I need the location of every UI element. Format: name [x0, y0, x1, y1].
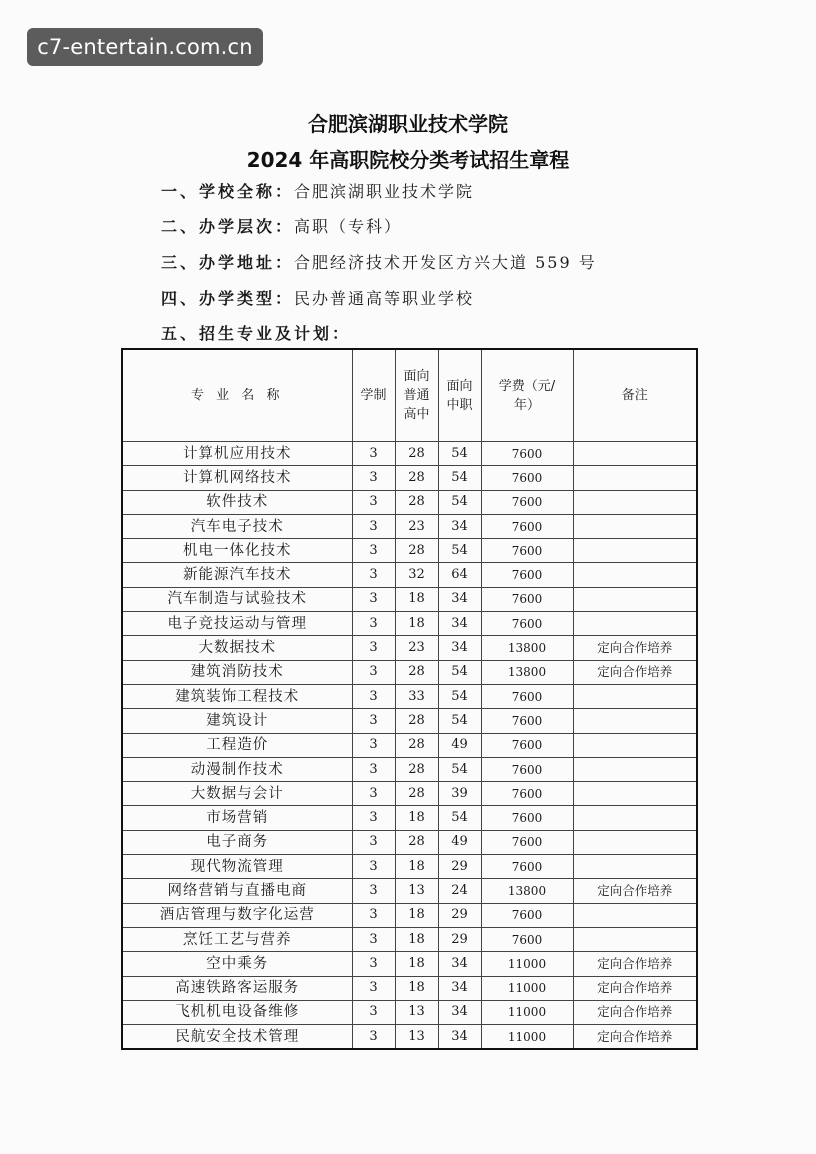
- info-label: 二、办学层次：: [161, 217, 295, 236]
- cell-major-name: 建筑消防技术: [122, 660, 352, 684]
- cell-tuition: 7600: [481, 563, 573, 587]
- table-row: [122, 563, 697, 587]
- cell-major-name: 大数据与会计: [122, 782, 352, 806]
- cell-tuition: 7600: [481, 587, 573, 611]
- cell-high-school: 33: [395, 684, 438, 708]
- cell-tuition: 7600: [481, 855, 573, 879]
- cell-major-name: 电子竞技运动与管理: [122, 612, 352, 636]
- cell-high-school: 32: [395, 563, 438, 587]
- cell-tuition: 7600: [481, 539, 573, 563]
- cell-note: 定向合作培养: [573, 1025, 697, 1050]
- cell-years: 3: [352, 684, 395, 708]
- cell-years: 3: [352, 709, 395, 733]
- table-row: [122, 952, 697, 976]
- cell-years: 3: [352, 855, 395, 879]
- cell-note: 定向合作培养: [573, 1000, 697, 1024]
- cell-vocational: 29: [438, 903, 481, 927]
- cell-major-name: 新能源汽车技术: [122, 563, 352, 587]
- cell-tuition: 11000: [481, 952, 573, 976]
- cell-vocational: 49: [438, 830, 481, 854]
- cell-vocational: 29: [438, 927, 481, 951]
- cell-vocational: 64: [438, 563, 481, 587]
- cell-years: 3: [352, 830, 395, 854]
- cell-vocational: 34: [438, 976, 481, 1000]
- table-row: [122, 1025, 697, 1050]
- cell-major-name: 计算机网络技术: [122, 466, 352, 490]
- cell-note: [573, 855, 697, 879]
- cell-note: 定向合作培养: [573, 976, 697, 1000]
- cell-note: [573, 709, 697, 733]
- cell-tuition: 11000: [481, 1000, 573, 1024]
- cell-years: 3: [352, 466, 395, 490]
- cell-high-school: 13: [395, 1025, 438, 1050]
- cell-high-school: 28: [395, 733, 438, 757]
- cell-tuition: 7600: [481, 903, 573, 927]
- cell-years: 3: [352, 514, 395, 538]
- cell-vocational: 34: [438, 952, 481, 976]
- cell-major-name: 市场营销: [122, 806, 352, 830]
- cell-high-school: 23: [395, 514, 438, 538]
- table-row: [122, 1000, 697, 1024]
- cell-vocational: 39: [438, 782, 481, 806]
- cell-major-name: 酒店管理与数字化运营: [122, 903, 352, 927]
- cell-tuition: 7600: [481, 612, 573, 636]
- table-row: [122, 514, 697, 538]
- cell-tuition: 7600: [481, 927, 573, 951]
- cell-vocational: 34: [438, 514, 481, 538]
- cell-high-school: 28: [395, 782, 438, 806]
- cell-note: [573, 903, 697, 927]
- cell-high-school: 13: [395, 879, 438, 903]
- cell-years: 3: [352, 1000, 395, 1024]
- cell-major-name: 大数据技术: [122, 636, 352, 660]
- cell-years: 3: [352, 442, 395, 466]
- cell-tuition: 7600: [481, 709, 573, 733]
- cell-major-name: 高速铁路客运服务: [122, 976, 352, 1000]
- cell-vocational: 54: [438, 490, 481, 514]
- cell-tuition: 7600: [481, 806, 573, 830]
- cell-tuition: 7600: [481, 757, 573, 781]
- cell-high-school: 18: [395, 952, 438, 976]
- cell-years: 3: [352, 612, 395, 636]
- cell-years: 3: [352, 563, 395, 587]
- info-value: 高职（专科）: [294, 217, 403, 236]
- table-row: [122, 733, 697, 757]
- cell-high-school: 28: [395, 660, 438, 684]
- cell-note: [573, 757, 697, 781]
- cell-tuition: 13800: [481, 636, 573, 660]
- cell-high-school: 18: [395, 976, 438, 1000]
- table-row: [122, 612, 697, 636]
- cell-vocational: 34: [438, 636, 481, 660]
- cell-years: 3: [352, 952, 395, 976]
- cell-note: [573, 612, 697, 636]
- cell-note: [573, 927, 697, 951]
- cell-major-name: 工程造价: [122, 733, 352, 757]
- cell-note: [573, 782, 697, 806]
- enrollment-table: [121, 348, 698, 1050]
- cell-high-school: 28: [395, 442, 438, 466]
- cell-major-name: 汽车制造与试验技术: [122, 587, 352, 611]
- cell-major-name: 网络营销与直播电商: [122, 879, 352, 903]
- table-row: [122, 442, 697, 466]
- table-row: [122, 660, 697, 684]
- cell-high-school: 28: [395, 709, 438, 733]
- table-row: [122, 976, 697, 1000]
- cell-vocational: 54: [438, 684, 481, 708]
- cell-note: 定向合作培养: [573, 660, 697, 684]
- cell-tuition: 7600: [481, 733, 573, 757]
- cell-tuition: 7600: [481, 514, 573, 538]
- cell-years: 3: [352, 636, 395, 660]
- table-row: [122, 709, 697, 733]
- cell-major-name: 现代物流管理: [122, 855, 352, 879]
- table-row: [122, 757, 697, 781]
- cell-high-school: 18: [395, 855, 438, 879]
- cell-high-school: 13: [395, 1000, 438, 1024]
- cell-years: 3: [352, 782, 395, 806]
- cell-major-name: 电子商务: [122, 830, 352, 854]
- cell-high-school: 28: [395, 830, 438, 854]
- cell-note: [573, 466, 697, 490]
- table-header-row: [122, 349, 697, 442]
- cell-vocational: 34: [438, 587, 481, 611]
- cell-vocational: 54: [438, 442, 481, 466]
- cell-major-name: 飞机机电设备维修: [122, 1000, 352, 1024]
- cell-vocational: 54: [438, 806, 481, 830]
- cell-note: [573, 733, 697, 757]
- cell-major-name: 机电一体化技术: [122, 539, 352, 563]
- header-high-school: 面向普通高中: [395, 349, 438, 442]
- table-body: [122, 442, 697, 1050]
- cell-high-school: 28: [395, 539, 438, 563]
- info-school-name: [161, 180, 474, 204]
- info-school-level: [161, 215, 402, 239]
- cell-high-school: 18: [395, 612, 438, 636]
- info-label: 五、招生专业及计划：: [161, 324, 352, 343]
- cell-high-school: 28: [395, 466, 438, 490]
- document-title: 合肥滨湖职业技术学院: [308, 112, 508, 136]
- cell-vocational: 49: [438, 733, 481, 757]
- cell-major-name: 民航安全技术管理: [122, 1025, 352, 1050]
- cell-years: 3: [352, 539, 395, 563]
- cell-major-name: 建筑设计: [122, 709, 352, 733]
- cell-tuition: 11000: [481, 1025, 573, 1050]
- header-vocational: 面向中职: [438, 349, 481, 442]
- cell-years: 3: [352, 806, 395, 830]
- cell-high-school: 23: [395, 636, 438, 660]
- info-value: 合肥滨湖职业技术学院: [294, 182, 475, 201]
- cell-high-school: 28: [395, 490, 438, 514]
- cell-high-school: 18: [395, 927, 438, 951]
- cell-vocational: 24: [438, 879, 481, 903]
- cell-major-name: 软件技术: [122, 490, 352, 514]
- cell-major-name: 动漫制作技术: [122, 757, 352, 781]
- info-label: 四、办学类型：: [161, 289, 295, 308]
- cell-major-name: 烹饪工艺与营养: [122, 927, 352, 951]
- cell-high-school: 18: [395, 587, 438, 611]
- info-label: 三、办学地址：: [161, 253, 295, 272]
- info-school-type: [161, 287, 474, 311]
- cell-years: 3: [352, 976, 395, 1000]
- table-row: [122, 587, 697, 611]
- cell-note: 定向合作培养: [573, 952, 697, 976]
- header-major-name: 专 业 名 称: [122, 349, 352, 442]
- watermark-badge: c7-entertain.com.cn: [27, 28, 263, 66]
- header-tuition: 学费（元/年）: [481, 349, 573, 442]
- cell-major-name: 空中乘务: [122, 952, 352, 976]
- table-row: [122, 636, 697, 660]
- cell-tuition: 11000: [481, 976, 573, 1000]
- cell-vocational: 54: [438, 709, 481, 733]
- cell-tuition: 7600: [481, 830, 573, 854]
- cell-note: [573, 806, 697, 830]
- table-row: [122, 927, 697, 951]
- cell-years: 3: [352, 1025, 395, 1050]
- cell-vocational: 54: [438, 539, 481, 563]
- cell-note: [573, 684, 697, 708]
- cell-tuition: 7600: [481, 442, 573, 466]
- cell-note: [573, 587, 697, 611]
- info-enrollment-plan: [161, 322, 351, 346]
- cell-years: 3: [352, 733, 395, 757]
- cell-tuition: 7600: [481, 684, 573, 708]
- cell-note: [573, 490, 697, 514]
- table-row: [122, 855, 697, 879]
- cell-high-school: 28: [395, 757, 438, 781]
- cell-note: [573, 442, 697, 466]
- info-value: 合肥经济技术开发区方兴大道 559 号: [294, 253, 597, 272]
- table-row: [122, 684, 697, 708]
- cell-years: 3: [352, 660, 395, 684]
- info-school-address: [161, 251, 597, 275]
- header-note: 备注: [573, 349, 697, 442]
- cell-tuition: 13800: [481, 660, 573, 684]
- cell-vocational: 54: [438, 466, 481, 490]
- document-subtitle: 2024 年高职院校分类考试招生章程: [246, 148, 570, 172]
- table-row: [122, 830, 697, 854]
- cell-vocational: 29: [438, 855, 481, 879]
- cell-years: 3: [352, 490, 395, 514]
- table-row: [122, 466, 697, 490]
- cell-high-school: 18: [395, 903, 438, 927]
- cell-major-name: 建筑装饰工程技术: [122, 684, 352, 708]
- cell-vocational: 34: [438, 612, 481, 636]
- cell-years: 3: [352, 587, 395, 611]
- cell-note: [573, 514, 697, 538]
- table-row: [122, 539, 697, 563]
- cell-years: 3: [352, 879, 395, 903]
- cell-note: 定向合作培养: [573, 636, 697, 660]
- cell-vocational: 34: [438, 1000, 481, 1024]
- cell-note: [573, 539, 697, 563]
- cell-years: 3: [352, 757, 395, 781]
- cell-vocational: 34: [438, 1025, 481, 1050]
- table-row: [122, 806, 697, 830]
- cell-high-school: 18: [395, 806, 438, 830]
- header-years: 学制: [352, 349, 395, 442]
- cell-years: 3: [352, 927, 395, 951]
- cell-tuition: 7600: [481, 490, 573, 514]
- cell-vocational: 54: [438, 660, 481, 684]
- table-row: [122, 903, 697, 927]
- table-row: [122, 782, 697, 806]
- cell-vocational: 54: [438, 757, 481, 781]
- table-row: [122, 879, 697, 903]
- cell-tuition: 13800: [481, 879, 573, 903]
- cell-tuition: 7600: [481, 466, 573, 490]
- cell-major-name: 汽车电子技术: [122, 514, 352, 538]
- cell-years: 3: [352, 903, 395, 927]
- cell-major-name: 计算机应用技术: [122, 442, 352, 466]
- cell-note: 定向合作培养: [573, 879, 697, 903]
- info-label: 一、学校全称：: [161, 182, 295, 201]
- info-value: 民办普通高等职业学校: [294, 289, 475, 308]
- cell-tuition: 7600: [481, 782, 573, 806]
- cell-note: [573, 830, 697, 854]
- cell-note: [573, 563, 697, 587]
- table-row: [122, 490, 697, 514]
